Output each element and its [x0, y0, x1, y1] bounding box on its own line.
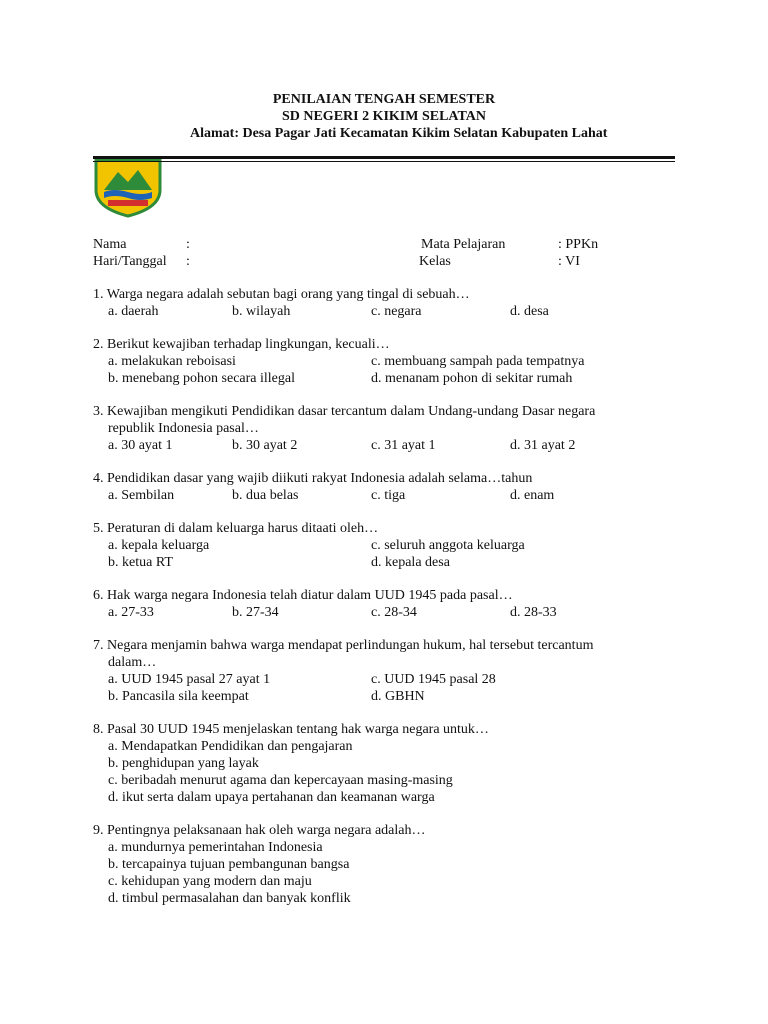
- school-address: Alamat: Desa Pagar Jati Kecamatan Kikim Selatan Kabupaten Lahat: [190, 126, 608, 141]
- hari-tanggal-label: Hari/Tanggal: [93, 254, 167, 269]
- question-6-text: 6. Hak warga negara Indonesia telah diatur dalam UUD 1945 pada pasal…: [93, 588, 513, 603]
- question-9-option-a: a. mundurnya pemerintahan Indonesia: [108, 840, 323, 855]
- question-9-option-d: d. timbul permasalahan dan banyak konflik: [108, 891, 351, 906]
- question-2-option-b: b. menebang pohon secara illegal: [108, 371, 295, 386]
- question-7-option-c: c. UUD 1945 pasal 28: [371, 672, 496, 687]
- emblem-ribbon-icon: [108, 200, 148, 206]
- question-4-option-a: a. Sembilan: [108, 488, 175, 503]
- question-7-option-a: a. UUD 1945 pasal 27 ayat 1: [108, 672, 271, 687]
- exam-title: PENILAIAN TENGAH SEMESTER: [272, 92, 496, 107]
- question-6-option-b: b. 27-34: [232, 605, 279, 620]
- question-8-option-c: c. beribadah menurut agama dan kepercayaan masing-masing: [108, 773, 453, 788]
- question-8-option-a: a. Mendapatkan Pendidikan dan pengajaran: [108, 739, 353, 754]
- question-9-option-b: b. tercapainya tujuan pembangunan bangsa: [108, 857, 350, 872]
- question-3-text-cont: republik Indonesia pasal…: [108, 421, 259, 436]
- question-6-option-d: d. 28-33: [510, 605, 557, 620]
- header-divider-thick: [93, 156, 675, 159]
- question-5-text: 5. Peraturan di dalam keluarga harus ditaati oleh…: [93, 521, 379, 536]
- question-6-option-c: c. 28-34: [371, 605, 417, 620]
- nama-colon: :: [186, 237, 190, 252]
- question-1-option-a: a. daerah: [108, 304, 159, 319]
- mata-pelajaran-value: : PPKn: [558, 237, 599, 252]
- question-8-option-b: b. penghidupan yang layak: [108, 756, 259, 771]
- kelas-label: Kelas: [419, 254, 451, 269]
- question-5-option-d: d. kepala desa: [371, 555, 450, 570]
- question-2-option-d: d. menanam pohon di sekitar rumah: [371, 371, 573, 386]
- hari-tanggal-colon: :: [186, 254, 190, 269]
- school-name: SD NEGERI 2 KIKIM SELATAN: [281, 109, 487, 124]
- question-3-option-d: d. 31 ayat 2: [510, 438, 576, 453]
- question-2-option-c: c. membuang sampah pada tempatnya: [371, 354, 585, 369]
- question-7-option-b: b. Pancasila sila keempat: [108, 689, 249, 704]
- question-7-text: 7. Negara menjamin bahwa warga mendapat perlindungan hukum, hal tersebut tercantum: [93, 638, 594, 653]
- question-1-option-b: b. wilayah: [232, 304, 291, 319]
- question-1-option-c: c. negara: [371, 304, 422, 319]
- question-4-text: 4. Pendidikan dasar yang wajib diikuti rakyat Indonesia adalah selama…tahun: [93, 471, 533, 486]
- question-7-text-cont: dalam…: [108, 655, 157, 670]
- question-8-text: 8. Pasal 30 UUD 1945 menjelaskan tentang hak warga negara untuk…: [93, 722, 489, 737]
- question-3-option-a: a. 30 ayat 1: [108, 438, 173, 453]
- question-4-option-d: d. enam: [510, 488, 555, 503]
- question-7-option-d: d. GBHN: [371, 689, 425, 704]
- mata-pelajaran-label: Mata Pelajaran: [421, 237, 506, 252]
- question-3-option-b: b. 30 ayat 2: [232, 438, 298, 453]
- header-divider-thin: [93, 161, 675, 162]
- question-5-option-a: a. kepala keluarga: [108, 538, 210, 553]
- question-3-text: 3. Kewajiban mengikuti Pendidikan dasar tercantum dalam Undang-undang Dasar negara: [93, 404, 596, 419]
- question-1-option-d: d. desa: [510, 304, 549, 319]
- regency-emblem-logo: [92, 156, 164, 218]
- nama-label: Nama: [93, 237, 127, 252]
- question-9-text: 9. Pentingnya pelaksanaan hak oleh warga negara adalah…: [93, 823, 426, 838]
- question-3-option-c: c. 31 ayat 1: [371, 438, 436, 453]
- question-5-option-c: c. seluruh anggota keluarga: [371, 538, 525, 553]
- question-4-option-b: b. dua belas: [232, 488, 299, 503]
- kelas-value: : VI: [558, 254, 580, 269]
- question-6-option-a: a. 27-33: [108, 605, 154, 620]
- question-8-option-d: d. ikut serta dalam upaya pertahanan dan keamanan warga: [108, 790, 435, 805]
- question-2-text: 2. Berikut kewajiban terhadap lingkungan, kecuali…: [93, 337, 390, 352]
- question-2-option-a: a. melakukan reboisasi: [108, 354, 236, 369]
- question-9-option-c: c. kehidupan yang modern dan maju: [108, 874, 312, 889]
- question-5-option-b: b. ketua RT: [108, 555, 173, 570]
- question-4-option-c: c. tiga: [371, 488, 406, 503]
- question-1-text: 1. Warga negara adalah sebutan bagi orang yang tingal di sebuah…: [93, 287, 470, 302]
